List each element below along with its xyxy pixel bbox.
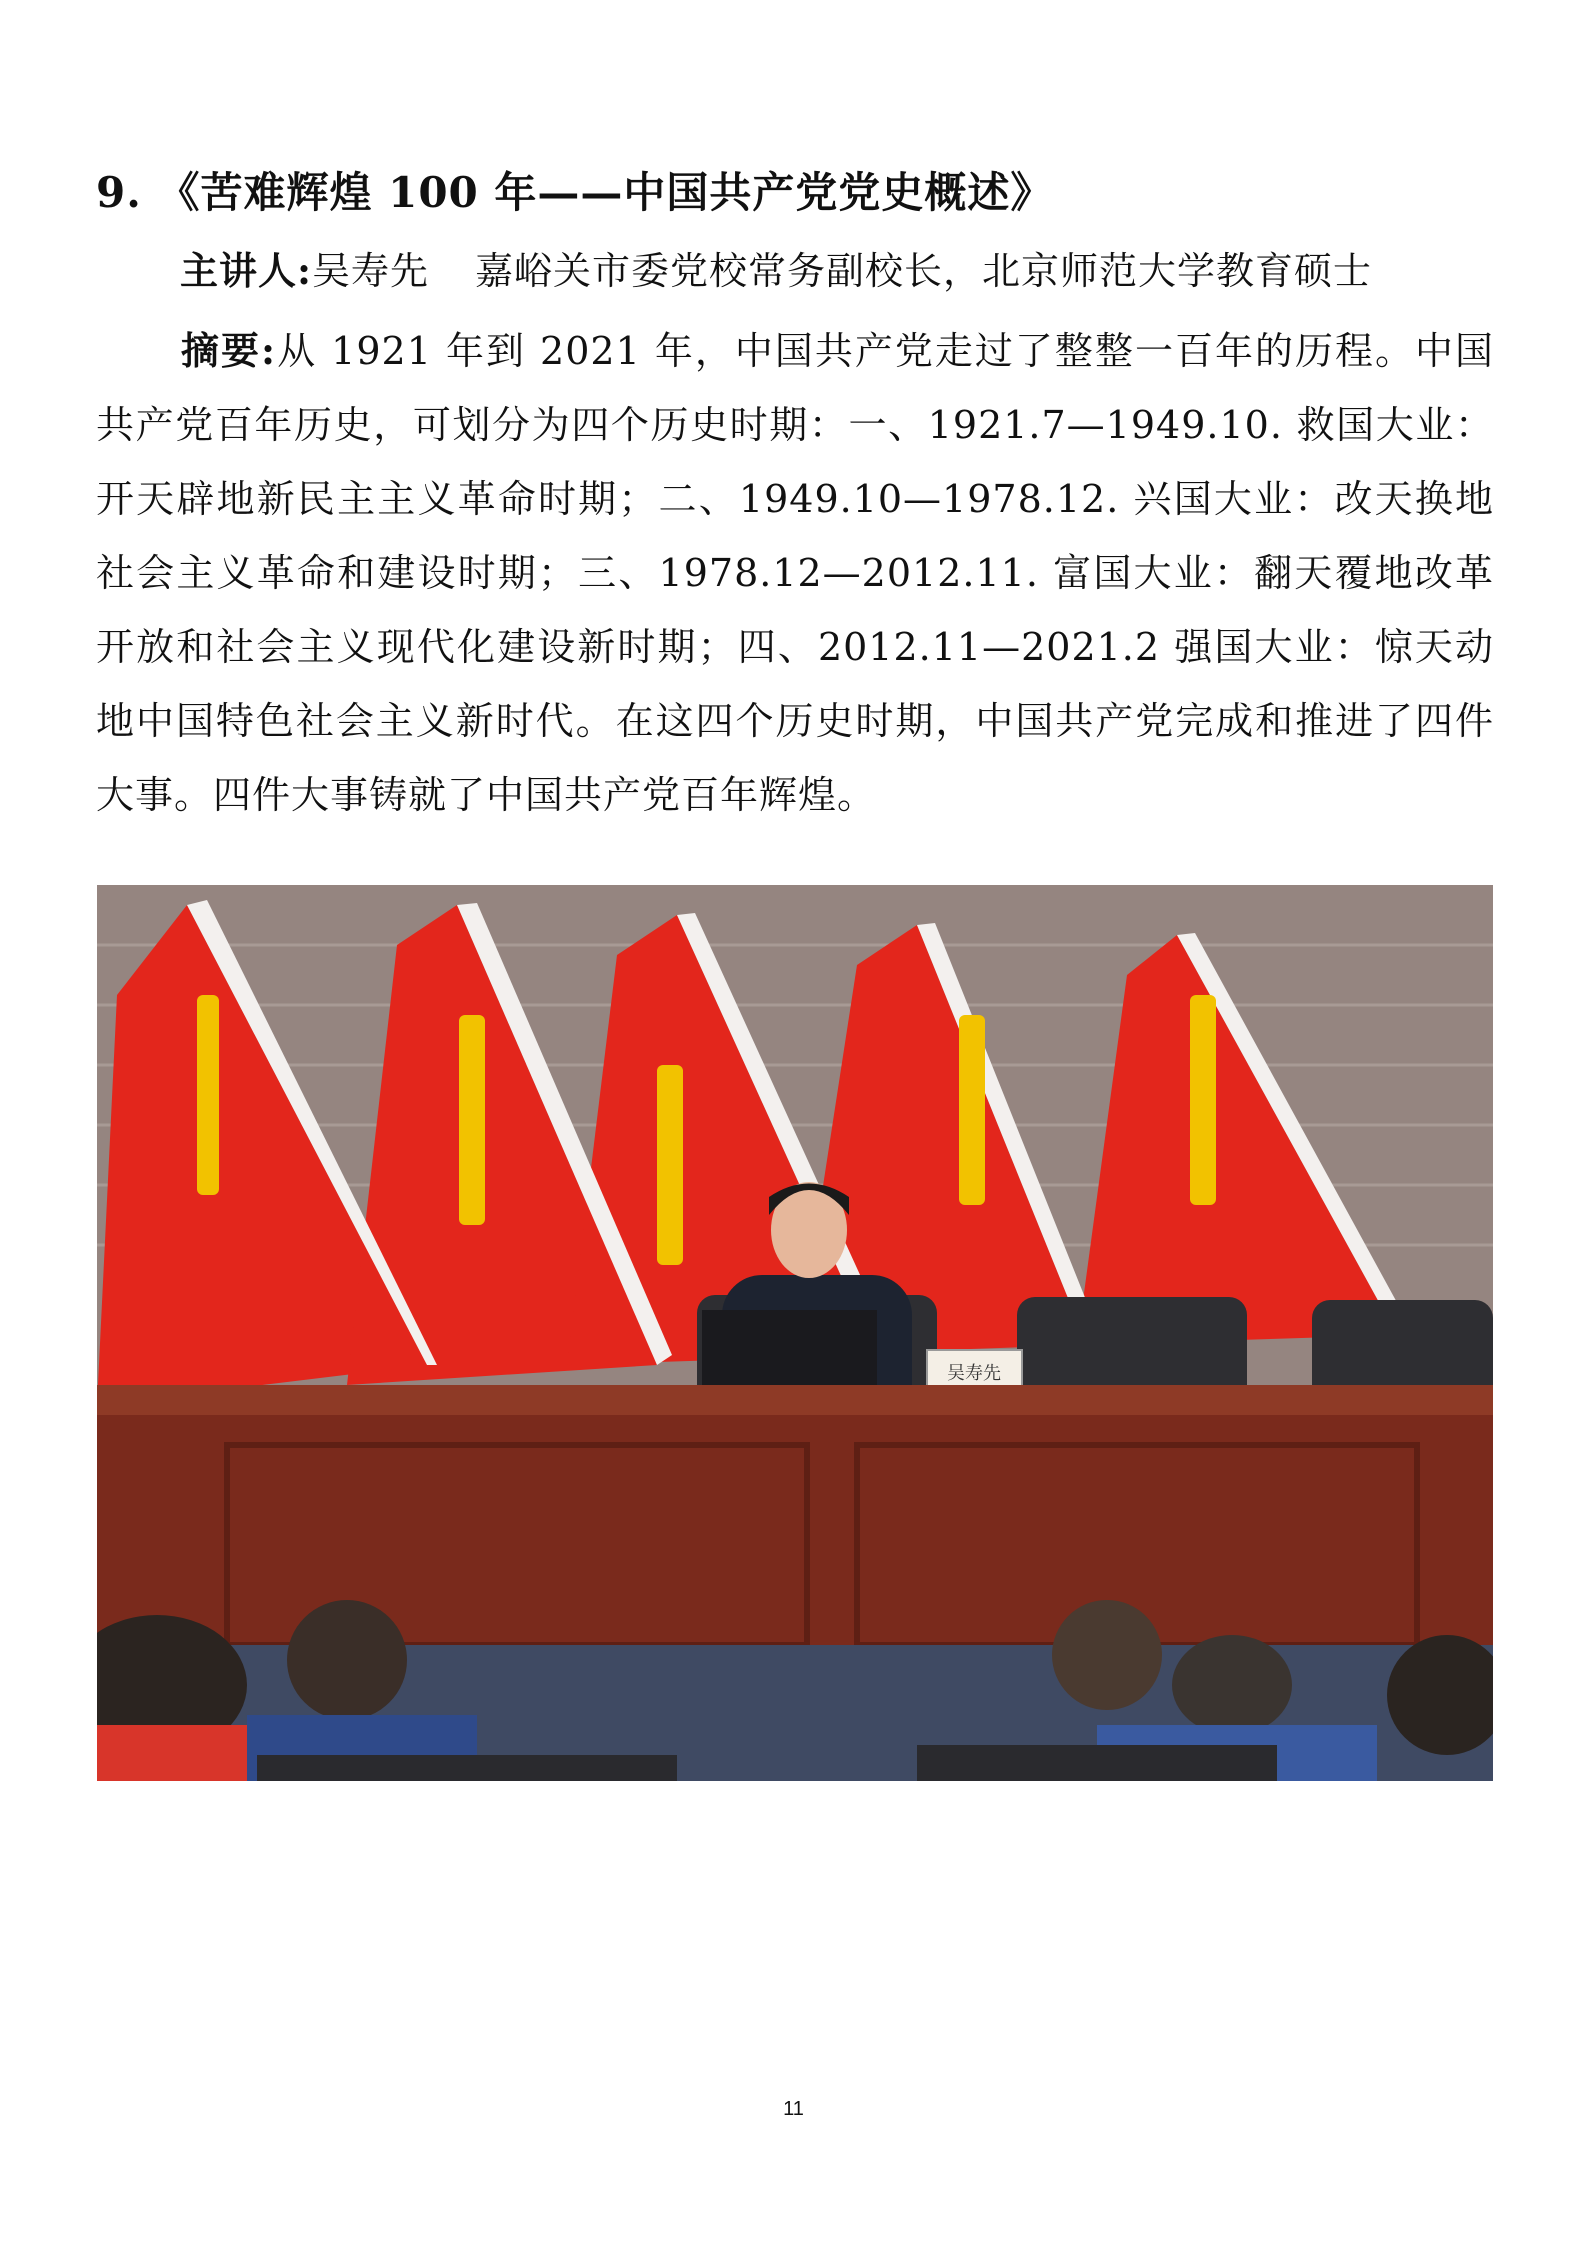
- lecture-photo: [97, 885, 1493, 1781]
- abstract-paragraph: [96, 314, 1494, 832]
- abstract-label: 摘要:: [180, 328, 277, 373]
- desk: [97, 1385, 1493, 1655]
- speaker-label: 主讲人:: [180, 248, 313, 293]
- page-number: 11: [783, 2098, 804, 2120]
- speaker-position: 嘉峪关市委党校常务副校长，北京师范大学教育硕士: [475, 249, 1373, 293]
- nameplate-text: 吴寿先: [947, 1363, 1001, 1384]
- abstract-text: 从 1921 年到 2021 年，中国共产党走过了整整一百年的历程。中国共产党百年历史，可划分为四个历史时期：一、1921.7—1949.10. 救国大业：开天辟地新民主主义革命时期；二、1949.10—1978.12. 兴国大业：改天换地社会主义革命和建设时期；三、1978.12—2012.11. 富国大业：翻天覆地改革开放和社会主义现代化建设新时期；四、2012.11—2021.2 强国大业：惊天动地中国特色社会主义新时代。在这四个历史时期，中国共产党完成和推进了四件大事。四件大事铸就了中国共产党百年辉煌。: [96, 329, 1495, 817]
- speaker-name: 吴寿先: [312, 249, 430, 293]
- speaker-line: [180, 240, 1500, 295]
- lecture-photo-illustration: [97, 885, 1493, 1781]
- section-title: 9. 《苦难辉煌 100 年——中国共产党党史概述》: [96, 168, 1054, 217]
